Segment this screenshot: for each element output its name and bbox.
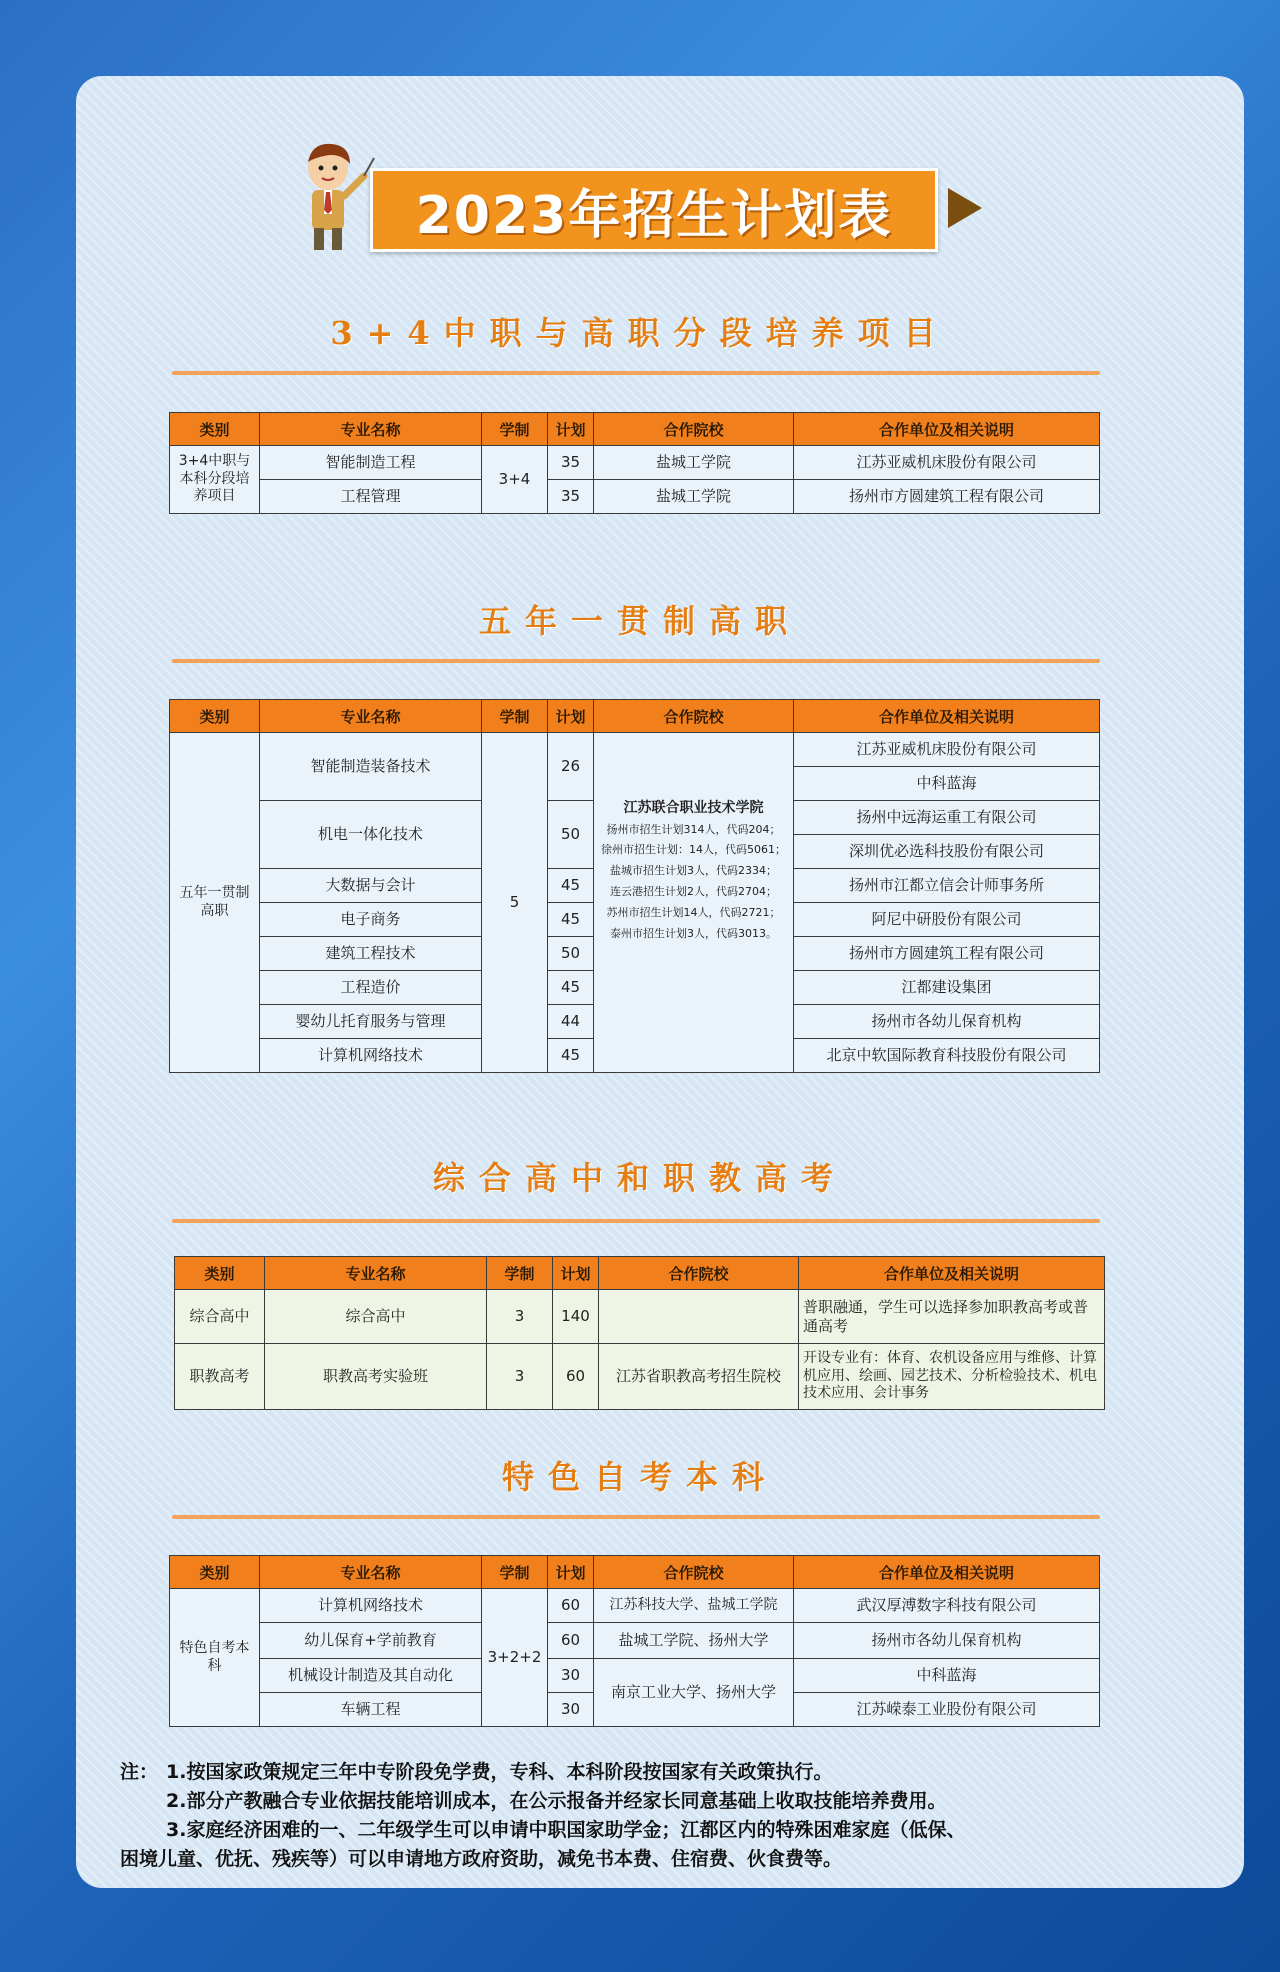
partner-cell: 阿尼中研股份有限公司 [794, 903, 1100, 937]
header-category: 类别 [170, 700, 260, 733]
plan-cell: 60 [553, 1344, 599, 1410]
plan-cell: 60 [548, 1589, 594, 1623]
header-duration: 学制 [482, 1556, 548, 1589]
duration-cell: 3 [487, 1290, 553, 1344]
major-cell: 职教高考实验班 [265, 1344, 487, 1410]
plan-cell: 60 [548, 1623, 594, 1659]
section-rule [172, 659, 1100, 663]
school-cell [599, 1290, 799, 1344]
section-rule [172, 371, 1100, 375]
partner-cell: 江苏亚威机床股份有限公司 [794, 446, 1100, 480]
plan-cell: 44 [548, 1005, 594, 1039]
header-school: 合作院校 [594, 1556, 794, 1589]
major-cell: 婴幼儿托育服务与管理 [260, 1005, 482, 1039]
major-cell: 智能制造装备技术 [260, 733, 482, 801]
table-header-row [170, 413, 1100, 446]
title-banner [280, 138, 1000, 258]
school-cell: 盐城工学院、扬州大学 [594, 1623, 794, 1659]
partner-cell: 中科蓝海 [794, 767, 1100, 801]
note-text: 1.按国家政策规定三年中专阶段免学费，专科、本科阶段按国家有关政策执行。 [166, 1761, 833, 1783]
major-cell: 建筑工程技术 [260, 937, 482, 971]
header-category: 类别 [175, 1257, 265, 1290]
category-cell: 五年一贯制高职 [170, 733, 260, 1073]
school-title: 江苏联合职业技术学院 [623, 800, 764, 817]
notes-block [120, 1758, 1180, 1874]
plan-cell: 140 [553, 1290, 599, 1344]
table-five-year [169, 699, 1100, 1073]
partner-cell: 开设专业有：体育、农机设备应用与维修、计算机应用、绘画、园艺技术、分析检验技术、机电技术应用、会计事务 [799, 1344, 1105, 1410]
partner-cell: 扬州市各幼儿保育机构 [794, 1005, 1100, 1039]
partner-cell: 深圳优必选科技股份有限公司 [794, 835, 1100, 869]
partner-cell: 普职融通，学生可以选择参加职教高考或普通高考 [799, 1290, 1105, 1344]
banner-title: 2023年招生计划表 [415, 185, 893, 246]
plan-cell: 26 [548, 733, 594, 801]
major-cell: 电子商务 [260, 903, 482, 937]
major-cell: 综合高中 [265, 1290, 487, 1344]
header-plan: 计划 [548, 1556, 594, 1589]
section-rule [172, 1219, 1100, 1223]
header-major: 专业名称 [260, 413, 482, 446]
header-plan: 计划 [553, 1257, 599, 1290]
table-row [170, 1659, 1100, 1693]
major-cell: 智能制造工程 [260, 446, 482, 480]
notes-label: 注： [120, 1761, 159, 1783]
header-school: 合作院校 [594, 700, 794, 733]
table-row [170, 733, 1100, 767]
plan-cell: 35 [548, 446, 594, 480]
header-plan: 计划 [548, 413, 594, 446]
school-cell [594, 733, 794, 1073]
partner-cell: 武汉厚溥数字科技有限公司 [794, 1589, 1100, 1623]
section-title-five-year: 五年一贯制高职 [478, 602, 801, 640]
header-school: 合作院校 [599, 1257, 799, 1290]
partner-cell: 中科蓝海 [794, 1659, 1100, 1693]
header-category: 类别 [170, 413, 260, 446]
header-partner: 合作单位及相关说明 [794, 700, 1100, 733]
table-row [170, 446, 1100, 480]
header-school: 合作院校 [594, 413, 794, 446]
note-line: 3.家庭经济困难的一、二年级学生可以申请中职国家助学金；江都区内的特殊困难家庭（低保、 [166, 1819, 966, 1841]
header-category: 类别 [170, 1556, 260, 1589]
section-title-self-study: 特色自考本科 [501, 1458, 778, 1496]
plan-cell: 50 [548, 937, 594, 971]
partner-cell: 扬州市方圆建筑工程有限公司 [794, 480, 1100, 514]
header-major: 专业名称 [260, 700, 482, 733]
table-comprehensive [174, 1256, 1105, 1410]
header-partner: 合作单位及相关说明 [799, 1257, 1105, 1290]
category-cell: 职教高考 [175, 1344, 265, 1410]
table-header-row [170, 1556, 1100, 1589]
partner-cell: 江苏嵘泰工业股份有限公司 [794, 1693, 1100, 1727]
note-line [120, 1758, 1180, 1787]
header-plan: 计划 [548, 700, 594, 733]
major-cell: 大数据与会计 [260, 869, 482, 903]
note-line: 困境儿童、优抚、残疾等）可以申请地方政府资助，减免书本费、住宿费、伙食费等。 [120, 1848, 843, 1870]
table-row [175, 1344, 1105, 1410]
duration-cell: 3 [487, 1344, 553, 1410]
school-note: 连云港招生计划2人，代码2704； [610, 885, 777, 899]
banner-box [370, 168, 938, 252]
school-cell: 盐城工学院 [594, 480, 794, 514]
header-major: 专业名称 [265, 1257, 487, 1290]
header-duration: 学制 [482, 413, 548, 446]
section-title-3plus4: 3+4中职与高职分段培养项目 [330, 314, 950, 352]
school-cell: 江苏省职教高考招生院校 [599, 1344, 799, 1410]
plan-cell: 35 [548, 480, 594, 514]
table-row [170, 1589, 1100, 1623]
table-row [170, 480, 1100, 514]
major-cell: 计算机网络技术 [260, 1589, 482, 1623]
plan-cell: 30 [548, 1693, 594, 1727]
header-partner: 合作单位及相关说明 [794, 1556, 1100, 1589]
teacher-mascot-icon [280, 138, 380, 253]
school-cell: 南京工业大学、扬州大学 [594, 1659, 794, 1727]
category-cell: 3+4中职与本科分段培养项目 [170, 446, 260, 514]
table-self-study [169, 1555, 1100, 1727]
triangle-right-icon [948, 188, 982, 228]
partner-cell: 扬州市江都立信会计师事务所 [794, 869, 1100, 903]
duration-cell: 5 [482, 733, 548, 1073]
school-note: 泰州市招生计划3人，代码3013。 [610, 927, 777, 941]
major-cell: 工程管理 [260, 480, 482, 514]
partner-cell: 北京中软国际教育科技股份有限公司 [794, 1039, 1100, 1073]
table-header-row [170, 700, 1100, 733]
plan-cell: 45 [548, 971, 594, 1005]
category-cell: 综合高中 [175, 1290, 265, 1344]
plan-cell: 45 [548, 903, 594, 937]
section-rule [172, 1515, 1100, 1519]
plan-cell: 50 [548, 801, 594, 869]
table-header-row [175, 1257, 1105, 1290]
plan-cell: 30 [548, 1659, 594, 1693]
school-note: 扬州市招生计划314人，代码204； [606, 822, 781, 836]
section-title-comprehensive: 综合高中和职教高考 [432, 1159, 847, 1197]
header-duration: 学制 [487, 1257, 553, 1290]
category-cell: 特色自考本科 [170, 1589, 260, 1727]
table-row [175, 1290, 1105, 1344]
header-duration: 学制 [482, 700, 548, 733]
partner-cell: 江都建设集团 [794, 971, 1100, 1005]
duration-cell: 3+4 [482, 446, 548, 514]
major-cell: 计算机网络技术 [260, 1039, 482, 1073]
school-note: 盐城市招生计划3人，代码2334； [610, 864, 777, 878]
partner-cell: 扬州中远海运重工有限公司 [794, 801, 1100, 835]
major-cell: 机械设计制造及其自动化 [260, 1659, 482, 1693]
note-line: 2.部分产教融合专业依据技能培训成本，在公示报备并经家长同意基础上收取技能培养费用。 [166, 1790, 947, 1812]
plan-cell: 45 [548, 869, 594, 903]
school-note: 徐州市招生计划：14人，代码5061； [601, 843, 786, 857]
school-cell: 盐城工学院 [594, 446, 794, 480]
partner-cell: 扬州市各幼儿保育机构 [794, 1623, 1100, 1659]
major-cell: 幼儿保育+学前教育 [260, 1623, 482, 1659]
table-row [170, 1623, 1100, 1659]
header-partner: 合作单位及相关说明 [794, 413, 1100, 446]
major-cell: 机电一体化技术 [260, 801, 482, 869]
school-cell: 江苏科技大学、盐城工学院 [594, 1589, 794, 1623]
header-major: 专业名称 [260, 1556, 482, 1589]
partner-cell: 江苏亚威机床股份有限公司 [794, 733, 1100, 767]
partner-cell: 扬州市方圆建筑工程有限公司 [794, 937, 1100, 971]
school-note: 苏州市招生计划14人，代码2721； [606, 906, 781, 920]
plan-cell: 45 [548, 1039, 594, 1073]
major-cell: 工程造价 [260, 971, 482, 1005]
table-3plus4 [169, 412, 1100, 514]
duration-cell: 3+2+2 [482, 1589, 548, 1727]
major-cell: 车辆工程 [260, 1693, 482, 1727]
